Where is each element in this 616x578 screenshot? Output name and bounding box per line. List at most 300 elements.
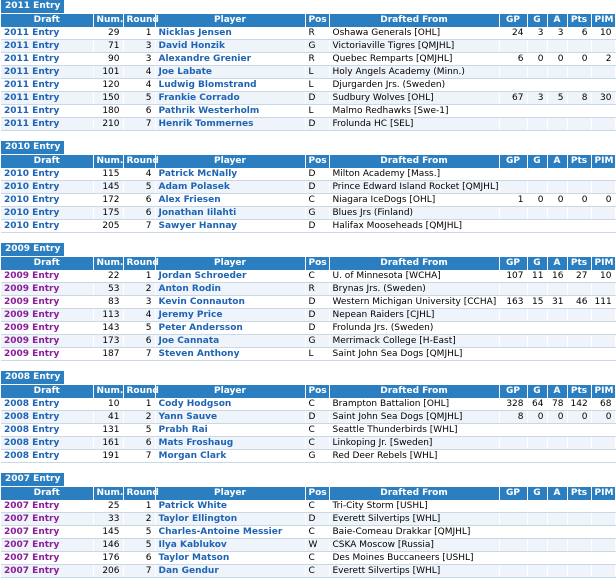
table-row	[1, 27, 615, 40]
column-header-g[interactable]: G	[527, 257, 547, 270]
column-header-gp[interactable]: GP	[499, 487, 527, 500]
cell-from: Brynas Jrs. (Sweden)	[329, 283, 499, 296]
column-header-g[interactable]: G	[527, 385, 547, 398]
player-link[interactable]: Jonathan Iilahti	[155, 207, 305, 220]
cell-gp	[499, 207, 527, 220]
cell-a	[547, 450, 567, 463]
draft-link[interactable]: 2010 Entry	[1, 220, 93, 233]
section-spacer	[0, 361, 600, 371]
cell-gp: 24	[499, 27, 527, 40]
cell-num: 161	[93, 437, 123, 450]
cell-num: 191	[93, 450, 123, 463]
draft-link[interactable]: 2009 Entry	[1, 335, 93, 348]
column-header-from[interactable]: Drafted From	[329, 257, 499, 270]
cell-num: 145	[93, 526, 123, 539]
cell-pos: D	[305, 322, 329, 335]
player-link[interactable]: Sawyer Hannay	[155, 220, 305, 233]
cell-pts: 27	[567, 270, 591, 283]
player-link[interactable]: Prabh Rai	[155, 424, 305, 437]
section-title: 2011 Entry	[1, 0, 64, 14]
draft-link[interactable]: 2009 Entry	[1, 348, 93, 361]
table-row	[1, 500, 615, 513]
player-link[interactable]: Charles-Antoine Messier	[155, 526, 305, 539]
column-header-gp[interactable]: GP	[499, 257, 527, 270]
column-header-player[interactable]: Player	[155, 487, 305, 500]
column-header-draft[interactable]: Draft	[1, 257, 93, 270]
draft-section	[1, 0, 614, 131]
cell-g	[527, 513, 547, 526]
cell-gp	[499, 181, 527, 194]
cell-from: Frolunda Jrs. (Sweden)	[329, 322, 499, 335]
cell-pts	[567, 309, 591, 322]
cell-gp	[499, 322, 527, 335]
cell-pim	[591, 335, 615, 348]
cell-pim	[591, 500, 615, 513]
column-header-a[interactable]: A	[547, 155, 567, 168]
cell-a	[547, 309, 567, 322]
table-row	[1, 450, 615, 463]
draft-link[interactable]: 2009 Entry	[1, 296, 93, 309]
cell-gp	[499, 79, 527, 92]
table-row	[1, 437, 615, 450]
column-header-num[interactable]: Num.	[93, 385, 123, 398]
cell-a	[547, 79, 567, 92]
cell-num: 146	[93, 539, 123, 552]
table-row	[1, 283, 615, 296]
cell-a: 31	[547, 296, 567, 309]
cell-a	[547, 66, 567, 79]
cell-g	[527, 335, 547, 348]
draft-link[interactable]: 2007 Entry	[1, 500, 93, 513]
column-header-round[interactable]: Round	[123, 385, 155, 398]
draft-link[interactable]: 2009 Entry	[1, 270, 93, 283]
player-link[interactable]: Morgan Clark	[155, 450, 305, 463]
draft-section	[1, 371, 614, 463]
cell-round: 5	[123, 92, 155, 105]
cell-round: 4	[123, 168, 155, 181]
draft-link[interactable]: 2010 Entry	[1, 168, 93, 181]
cell-pim	[591, 450, 615, 463]
table-row	[1, 168, 615, 181]
column-header-a[interactable]: A	[547, 487, 567, 500]
cell-pim: 2	[591, 53, 615, 66]
cell-pos: D	[305, 513, 329, 526]
cell-num: 33	[93, 513, 123, 526]
table-row	[1, 66, 615, 79]
cell-g	[527, 207, 547, 220]
cell-num: 53	[93, 283, 123, 296]
column-header-pts[interactable]: Pts	[567, 155, 591, 168]
cell-from: Western Michigan University [CCHA]	[329, 296, 499, 309]
section-title: 2009 Entry	[1, 243, 64, 257]
column-header-player[interactable]: Player	[155, 14, 305, 27]
player-link[interactable]: Peter Andersson	[155, 322, 305, 335]
cell-pts	[567, 105, 591, 118]
column-header-draft[interactable]: Draft	[1, 155, 93, 168]
draft-link[interactable]: 2010 Entry	[1, 194, 93, 207]
column-header-pim[interactable]: PIM	[591, 155, 615, 168]
draft-link[interactable]: 2007 Entry	[1, 552, 93, 565]
column-header-player[interactable]: Player	[155, 155, 305, 168]
draft-link[interactable]: 2011 Entry	[1, 53, 93, 66]
cell-pts: 0	[567, 411, 591, 424]
column-header-player[interactable]: Player	[155, 257, 305, 270]
cell-a	[547, 118, 567, 131]
player-link[interactable]: Mats Froshaug	[155, 437, 305, 450]
cell-gp: 328	[499, 398, 527, 411]
cell-gp	[499, 283, 527, 296]
cell-round: 4	[123, 309, 155, 322]
cell-gp: 163	[499, 296, 527, 309]
cell-pts	[567, 526, 591, 539]
cell-pts	[567, 79, 591, 92]
cell-gp	[499, 220, 527, 233]
player-link[interactable]: Pathrik Westerholm	[155, 105, 305, 118]
cell-round: 7	[123, 220, 155, 233]
cell-round: 5	[123, 539, 155, 552]
player-link[interactable]: Cody Hodgson	[155, 398, 305, 411]
cell-g	[527, 552, 547, 565]
draft-link[interactable]: 2009 Entry	[1, 283, 93, 296]
draft-link[interactable]: 2009 Entry	[1, 322, 93, 335]
table-row	[1, 105, 615, 118]
cell-a	[547, 437, 567, 450]
cell-a	[547, 335, 567, 348]
player-link[interactable]: Dan Gendur	[155, 565, 305, 578]
draft-link[interactable]: 2011 Entry	[1, 105, 93, 118]
column-header-from[interactable]: Drafted From	[329, 14, 499, 27]
column-header-pim[interactable]: PIM	[591, 385, 615, 398]
cell-a: 0	[547, 53, 567, 66]
table-row	[1, 118, 615, 131]
cell-pos: L	[305, 79, 329, 92]
cell-pts	[567, 513, 591, 526]
draft-link[interactable]: 2008 Entry	[1, 424, 93, 437]
cell-pts	[567, 181, 591, 194]
cell-from: Seattle Thunderbirds [WHL]	[329, 424, 499, 437]
section-title: 2007 Entry	[1, 473, 64, 487]
cell-g	[527, 220, 547, 233]
column-header-pos[interactable]: Pos	[305, 14, 329, 27]
cell-pim: 10	[591, 270, 615, 283]
column-header-round[interactable]: Round	[123, 14, 155, 27]
column-header-draft[interactable]: Draft	[1, 385, 93, 398]
cell-round: 6	[123, 437, 155, 450]
cell-round: 6	[123, 335, 155, 348]
player-link[interactable]: Anton Rodin	[155, 283, 305, 296]
player-link[interactable]: Kevin Connauton	[155, 296, 305, 309]
cell-from: Merrimack College [H-East]	[329, 335, 499, 348]
table-row	[1, 296, 615, 309]
column-header-from[interactable]: Drafted From	[329, 155, 499, 168]
cell-from: Saint John Sea Dogs [QMJHL]	[329, 411, 499, 424]
cell-num: 131	[93, 424, 123, 437]
draft-link[interactable]: 2009 Entry	[1, 309, 93, 322]
draft-link[interactable]: 2010 Entry	[1, 181, 93, 194]
cell-a: 3	[547, 27, 567, 40]
cell-round: 6	[123, 194, 155, 207]
player-link[interactable]: David Honzik	[155, 40, 305, 53]
cell-gp	[499, 118, 527, 131]
cell-g	[527, 283, 547, 296]
column-header-gp[interactable]: GP	[499, 155, 527, 168]
cell-from: Holy Angels Academy (Minn.)	[329, 66, 499, 79]
cell-from: Everett Silvertips [WHL]	[329, 565, 499, 578]
column-header-from[interactable]: Drafted From	[329, 487, 499, 500]
column-header-num[interactable]: Num.	[93, 257, 123, 270]
cell-num: 120	[93, 79, 123, 92]
column-header-g[interactable]: G	[527, 14, 547, 27]
player-link[interactable]: Taylor Matson	[155, 552, 305, 565]
cell-g	[527, 539, 547, 552]
cell-from: Milton Academy [Mass.]	[329, 168, 499, 181]
player-link[interactable]: Joe Labate	[155, 66, 305, 79]
column-header-num[interactable]: Num.	[93, 155, 123, 168]
cell-round: 2	[123, 513, 155, 526]
draft-link[interactable]: 2008 Entry	[1, 398, 93, 411]
cell-pos: D	[305, 118, 329, 131]
column-header-pim[interactable]: PIM	[591, 14, 615, 27]
draft-link[interactable]: 2011 Entry	[1, 92, 93, 105]
draft-table	[1, 385, 616, 463]
cell-gp	[499, 105, 527, 118]
column-header-pts[interactable]: Pts	[567, 14, 591, 27]
player-link[interactable]: Nicklas Jensen	[155, 27, 305, 40]
cell-round: 5	[123, 181, 155, 194]
player-link[interactable]: Adam Polasek	[155, 181, 305, 194]
cell-pim	[591, 437, 615, 450]
cell-round: 5	[123, 322, 155, 335]
cell-pos: G	[305, 335, 329, 348]
draft-section	[1, 473, 614, 578]
cell-num: 29	[93, 27, 123, 40]
cell-num: 176	[93, 552, 123, 565]
cell-round: 7	[123, 450, 155, 463]
cell-g	[527, 309, 547, 322]
cell-pts	[567, 424, 591, 437]
column-header-pos[interactable]: Pos	[305, 385, 329, 398]
column-header-pim[interactable]: PIM	[591, 487, 615, 500]
column-header-num[interactable]: Num.	[93, 14, 123, 27]
cell-from: Nepean Raiders [CJHL]	[329, 309, 499, 322]
cell-pts	[567, 283, 591, 296]
player-link[interactable]: Steven Anthony	[155, 348, 305, 361]
column-header-g[interactable]: G	[527, 155, 547, 168]
table-row	[1, 40, 615, 53]
table-row	[1, 53, 615, 66]
draft-link[interactable]: 2011 Entry	[1, 40, 93, 53]
cell-pts	[567, 335, 591, 348]
draft-link[interactable]: 2007 Entry	[1, 526, 93, 539]
table-row	[1, 526, 615, 539]
column-header-round[interactable]: Round	[123, 257, 155, 270]
column-header-gp[interactable]: GP	[499, 14, 527, 27]
cell-g: 3	[527, 27, 547, 40]
draft-link[interactable]: 2007 Entry	[1, 539, 93, 552]
cell-pim	[591, 283, 615, 296]
cell-a	[547, 207, 567, 220]
cell-g	[527, 526, 547, 539]
cell-pts	[567, 500, 591, 513]
cell-pim	[591, 105, 615, 118]
cell-num: 187	[93, 348, 123, 361]
cell-pim	[591, 181, 615, 194]
cell-gp: 1	[499, 194, 527, 207]
player-link[interactable]: Frankie Corrado	[155, 92, 305, 105]
column-header-pim[interactable]: PIM	[591, 257, 615, 270]
cell-g: 0	[527, 194, 547, 207]
draft-link[interactable]: 2008 Entry	[1, 450, 93, 463]
table-row	[1, 398, 615, 411]
draft-link[interactable]: 2011 Entry	[1, 66, 93, 79]
cell-pim: 0	[591, 411, 615, 424]
player-link[interactable]: Joe Cannata	[155, 335, 305, 348]
cell-num: 83	[93, 296, 123, 309]
table-row	[1, 181, 615, 194]
player-link[interactable]: Patrick McNally	[155, 168, 305, 181]
cell-from: Linkoping Jr. [Sweden]	[329, 437, 499, 450]
cell-pos: R	[305, 53, 329, 66]
column-header-a[interactable]: A	[547, 14, 567, 27]
column-header-from[interactable]: Drafted From	[329, 385, 499, 398]
cell-a	[547, 424, 567, 437]
cell-g	[527, 40, 547, 53]
table-row	[1, 79, 615, 92]
player-link[interactable]: Taylor Ellington	[155, 513, 305, 526]
cell-round: 7	[123, 348, 155, 361]
column-header-a[interactable]: A	[547, 385, 567, 398]
table-row	[1, 220, 615, 233]
cell-gp: 8	[499, 411, 527, 424]
cell-a	[547, 565, 567, 578]
cell-pim: 30	[591, 92, 615, 105]
cell-round: 7	[123, 118, 155, 131]
table-header-row	[1, 14, 615, 27]
cell-pos: C	[305, 565, 329, 578]
cell-g	[527, 437, 547, 450]
draft-link[interactable]: 2011 Entry	[1, 118, 93, 131]
draft-link[interactable]: 2008 Entry	[1, 411, 93, 424]
column-header-g[interactable]: G	[527, 487, 547, 500]
table-row	[1, 552, 615, 565]
cell-a	[547, 348, 567, 361]
player-link[interactable]: Jeremy Price	[155, 309, 305, 322]
cell-pos: C	[305, 194, 329, 207]
player-link[interactable]: Patrick White	[155, 500, 305, 513]
cell-num: 150	[93, 92, 123, 105]
draft-link[interactable]: 2011 Entry	[1, 79, 93, 92]
cell-round: 1	[123, 270, 155, 283]
cell-pts	[567, 565, 591, 578]
cell-gp	[499, 552, 527, 565]
cell-from: Blues Jrs (Finland)	[329, 207, 499, 220]
cell-pos: D	[305, 181, 329, 194]
draft-table	[1, 155, 616, 233]
column-header-a[interactable]: A	[547, 257, 567, 270]
player-link[interactable]: Jordan Schroeder	[155, 270, 305, 283]
cell-pim	[591, 220, 615, 233]
cell-gp	[499, 500, 527, 513]
cell-gp	[499, 513, 527, 526]
cell-pos: L	[305, 105, 329, 118]
cell-round: 5	[123, 424, 155, 437]
cell-g	[527, 79, 547, 92]
cell-pts	[567, 322, 591, 335]
column-header-draft[interactable]: Draft	[1, 487, 93, 500]
column-header-round[interactable]: Round	[123, 155, 155, 168]
cell-a	[547, 283, 567, 296]
cell-pts: 0	[567, 53, 591, 66]
column-header-round[interactable]: Round	[123, 487, 155, 500]
table-header-row	[1, 385, 615, 398]
cell-pts	[567, 348, 591, 361]
column-header-draft[interactable]: Draft	[1, 14, 93, 27]
cell-num: 71	[93, 40, 123, 53]
player-link[interactable]: Ilya Kablukov	[155, 539, 305, 552]
column-header-pts[interactable]: Pts	[567, 257, 591, 270]
column-header-pos[interactable]: Pos	[305, 257, 329, 270]
player-link[interactable]: Henrik Tommernes	[155, 118, 305, 131]
cell-pim	[591, 168, 615, 181]
cell-pos: G	[305, 207, 329, 220]
draft-link[interactable]: 2011 Entry	[1, 27, 93, 40]
column-header-pos[interactable]: Pos	[305, 155, 329, 168]
cell-pim	[591, 309, 615, 322]
cell-pts: 0	[567, 194, 591, 207]
cell-round: 6	[123, 207, 155, 220]
draft-link[interactable]: 2007 Entry	[1, 513, 93, 526]
cell-from: Baie-Comeau Drakkar [QMJHL]	[329, 526, 499, 539]
cell-num: 206	[93, 565, 123, 578]
cell-gp	[499, 565, 527, 578]
column-header-player[interactable]: Player	[155, 385, 305, 398]
table-row	[1, 207, 615, 220]
cell-pos: D	[305, 220, 329, 233]
cell-from: Djurgarden Jrs. (Sweden)	[329, 79, 499, 92]
player-link[interactable]: Alex Friesen	[155, 194, 305, 207]
cell-from: CSKA Moscow [Russia]	[329, 539, 499, 552]
cell-pim	[591, 552, 615, 565]
table-row	[1, 92, 615, 105]
table-header-row	[1, 155, 615, 168]
cell-pos: D	[305, 92, 329, 105]
cell-gp	[499, 539, 527, 552]
draft-link[interactable]: 2010 Entry	[1, 207, 93, 220]
cell-pos: G	[305, 450, 329, 463]
cell-pts	[567, 118, 591, 131]
draft-link[interactable]: 2008 Entry	[1, 437, 93, 450]
draft-link[interactable]: 2007 Entry	[1, 565, 93, 578]
column-header-pts[interactable]: Pts	[567, 385, 591, 398]
table-row	[1, 309, 615, 322]
player-link[interactable]: Alexandre Grenier	[155, 53, 305, 66]
cell-from: Niagara IceDogs [OHL]	[329, 194, 499, 207]
player-link[interactable]: Ludwig Blomstrand	[155, 79, 305, 92]
cell-pim	[591, 66, 615, 79]
column-header-pts[interactable]: Pts	[567, 487, 591, 500]
cell-pos: R	[305, 27, 329, 40]
player-link[interactable]: Yann Sauve	[155, 411, 305, 424]
section-title: 2010 Entry	[1, 141, 64, 155]
cell-g: 11	[527, 270, 547, 283]
cell-gp	[499, 424, 527, 437]
column-header-gp[interactable]: GP	[499, 385, 527, 398]
cell-pim: 111	[591, 296, 615, 309]
cell-pos: C	[305, 526, 329, 539]
cell-num: 172	[93, 194, 123, 207]
column-header-num[interactable]: Num.	[93, 487, 123, 500]
column-header-pos[interactable]: Pos	[305, 487, 329, 500]
